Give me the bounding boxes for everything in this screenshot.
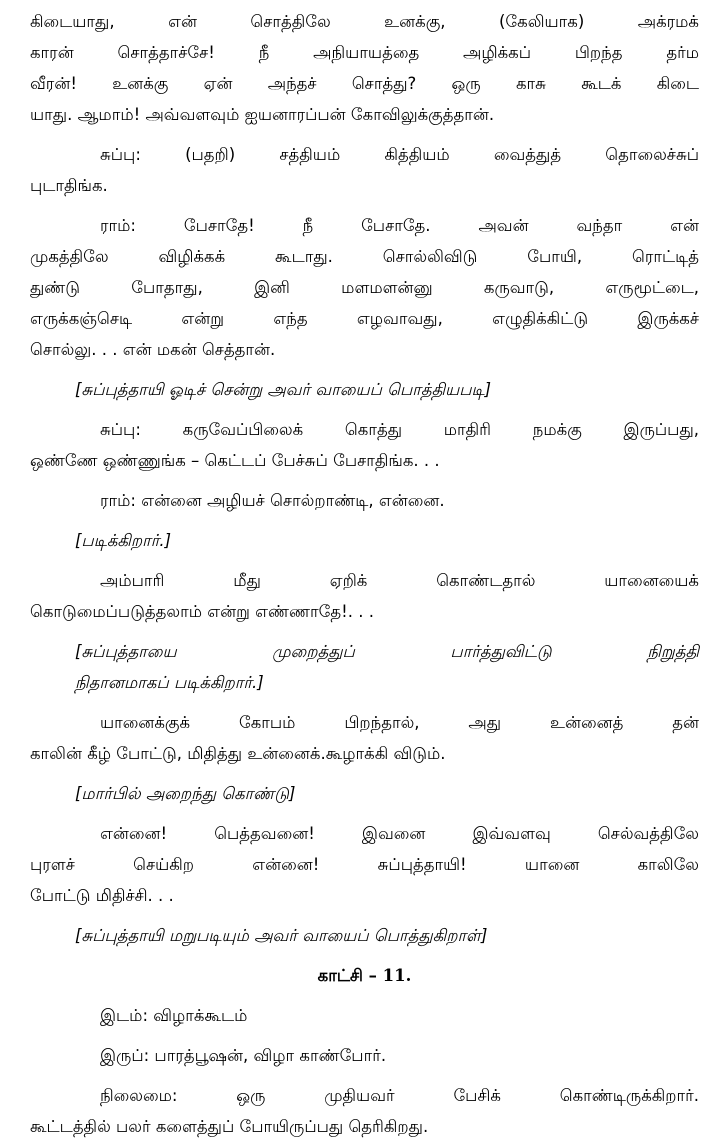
text-line: இடம்: விழாக்கூடம் <box>100 1006 248 1025</box>
text-line: [சுப்புத்தாயை முறைத்துப் பார்த்துவிட்டு நிறுத்தி <box>75 642 699 661</box>
text-line: என்னை! பெத்தவனை! இவனை இவ்வளவு செல்வத்திலே <box>100 824 699 843</box>
text-line: நிலைமை: ஒரு முதியவர் பேசிக் கொண்டிருக்கிறார். <box>100 1086 699 1105</box>
text-line: வீரன்! உனக்கு ஏன் அந்தச் சொத்து? ஒரு காசு கூடக் கிடை <box>30 74 699 93</box>
text-line: கொடுமைப்படுத்தலாம் என்று எண்ணாதே!. . . <box>30 602 374 621</box>
text-line: யானைக்குக் கோபம் பிறந்தால், அது உன்னைத் தன் <box>100 713 699 732</box>
text-line: காலின் கீழ் போட்டு, மிதித்து உன்னைக்.கூழாக்கி விடும். <box>30 744 446 763</box>
text-line: கிடையாது, என் சொத்திலே உனக்கு, (கேலியாக) அக்ரமக் <box>30 12 699 31</box>
dialogue-paragraph <box>30 139 699 201</box>
text-line: சுப்பு: (பதறி) சத்தியம் கித்தியம் வைத்துத் தொலைச்சுப் <box>100 145 699 164</box>
dialogue-paragraph <box>30 210 699 365</box>
dialogue-paragraph <box>30 707 699 769</box>
scene-heading <box>30 960 699 991</box>
text-line: சுப்பு: கருவேப்பிலைக் கொத்து மாதிரி நமக்கு இருப்பது, <box>100 420 699 439</box>
stage-direction <box>30 920 699 951</box>
stage-direction <box>30 636 699 698</box>
text-line: போட்டு மிதிச்சி. . . <box>30 886 174 905</box>
text-line: யாது. ஆமாம்! அவ்வளவும் ஐயனாரப்பன் கோவிலுக்குத்தான். <box>30 105 495 124</box>
text-line: [படிக்கிறார்.] <box>75 531 172 550</box>
text-line: எருக்கஞ்செடி என்று எந்த எழவாவது, எழுதிக்கிட்டு இருக்கச் <box>30 309 699 328</box>
text-line: ராம்: பேசாதே! நீ பேசாதே. அவன் வந்தா என் <box>100 216 699 235</box>
dialogue-paragraph <box>30 1000 699 1031</box>
dialogue-paragraph <box>30 818 699 911</box>
dialogue-paragraph <box>30 565 699 627</box>
text-line: [சுப்புத்தாயி மறுபடியும் அவர் வாயைப் பொத்துகிறாள்] <box>75 926 488 945</box>
text-line: நிதானமாகப் படிக்கிறார்.] <box>75 673 264 692</box>
text-line: புரளச் செய்கிற என்னை! சுப்புத்தாயி! யானை காலிலே <box>30 855 699 874</box>
text-line: அம்பாரி மீது ஏறிக் கொண்டதால் யானையைக் <box>100 571 699 590</box>
dialogue-paragraph <box>30 1040 699 1071</box>
dialogue-paragraph <box>30 414 699 476</box>
dialogue-paragraph <box>30 1080 699 1142</box>
stage-direction <box>30 525 699 556</box>
dialogue-paragraph <box>30 485 699 516</box>
text-line: சொல்லு. . . என் மகன் செத்தான். <box>30 340 276 359</box>
text-line: காரன் சொத்தாச்சே! நீ அநியாயத்தை அழிக்கப் பிறந்த தர்ம <box>30 43 699 62</box>
text-line: [மார்பில் அறைந்து கொண்டு] <box>75 784 296 803</box>
stage-direction <box>30 374 699 405</box>
text-line: ஒண்ணே ஒண்ணுங்க – கெட்டப் பேச்சுப் பேசாதிங்க. . . <box>30 451 440 470</box>
dialogue-paragraph <box>30 6 699 130</box>
text-line: இருப்: பாரத்பூஷன், விழா காண்போர். <box>100 1046 387 1065</box>
text-line: துண்டு போதாது, இனி மளமளன்னு கருவாடு, எருமூட்டை, <box>30 278 699 297</box>
text-line: ராம்: என்னை அழியச் சொல்றாண்டி, என்னை. <box>100 491 445 510</box>
stage-direction <box>30 778 699 809</box>
text-line: [சுப்புத்தாயி ஓடிச் சென்று அவர் வாயைப் பொத்தியபடி] <box>75 380 492 399</box>
text-line: கூட்டத்தில் பலர் களைத்துப் போயிருப்பது தெரிகிறது. <box>30 1117 429 1136</box>
text-line: முகத்திலே விழிக்கக் கூடாது. சொல்லிவிடு போயி, ரொட்டித் <box>30 247 699 266</box>
text-line: புடாதிங்க. <box>30 176 108 195</box>
text-line: காட்சி – 11. <box>317 966 412 985</box>
